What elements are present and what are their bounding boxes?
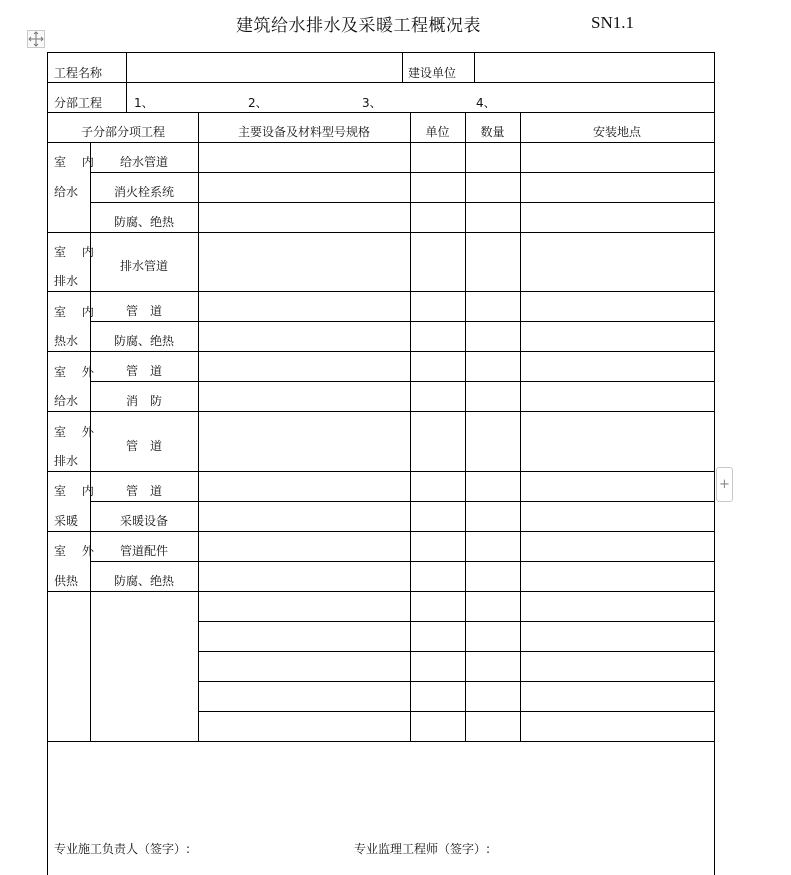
group-4-line2: 给水 [54,394,79,408]
group-2-line1: 室 内 [54,245,100,259]
division-slot-3[interactable]: 3、 [362,96,382,110]
division-label: 分部工程 [54,96,103,110]
division-slot-1[interactable]: 1、 [134,96,154,110]
group-3-line1: 室 内 [54,305,100,319]
header-location: 安装地点 [592,125,641,139]
item-heating-pipe: 管 道 [125,484,162,498]
group-7-line1: 室 外 [54,544,100,558]
construction-unit-label: 建设单位 [408,66,457,80]
item-heating-equipment: 采暖设备 [119,514,168,528]
division-slot-2[interactable]: 2、 [248,96,268,110]
item-hydrant-system: 消火栓系统 [113,185,174,199]
summary-table [47,52,715,875]
group-7-line2: 供热 [54,574,79,588]
contractor-signature-label: 专业施工负责人（签字）: [54,842,191,856]
supervisor-signature-label: 专业监理工程师（签字）: [354,842,491,856]
header-quantity: 数量 [480,125,505,139]
group-6-line1: 室 内 [54,484,100,498]
item-heat-supply-insulation: 防腐、绝热 [113,574,174,588]
group-5-line1: 室 外 [54,425,100,439]
move-icon [28,31,44,47]
item-pipe-fittings: 管道配件 [119,544,168,558]
group-1-line1: 室 内 [54,155,100,169]
page-title: 建筑给水排水及采暖工程概况表 [236,16,481,36]
group-6-line2: 采暖 [54,514,79,528]
item-drainage-pipe: 排水管道 [119,259,168,273]
group-1-line2: 给水 [54,185,79,199]
item-fire-protection: 消 防 [125,394,162,408]
group-3-line2: 热水 [54,334,79,348]
header-sub-division: 子分部分项工程 [80,125,165,139]
item-outdoor-drainage-pipe: 管 道 [125,439,162,453]
header-unit: 单位 [425,125,450,139]
item-water-supply-pipe: 给水管道 [119,155,168,169]
item-anticorrosion-insulation: 防腐、绝热 [113,215,174,229]
division-slot-4[interactable]: 4、 [476,96,496,110]
group-4-line1: 室 外 [54,365,100,379]
item-hot-water-insulation: 防腐、绝热 [113,334,174,348]
project-name-label: 工程名称 [54,66,103,80]
header-equipment: 主要设备及材料型号规格 [237,125,370,139]
item-hot-water-pipe: 管 道 [125,304,162,318]
group-5-line2: 排水 [54,454,79,468]
item-outdoor-supply-pipe: 管 道 [125,364,162,378]
add-column-icon[interactable]: + [716,467,733,502]
form-code: SN1.1 [591,13,634,32]
table-move-handle[interactable] [27,30,45,48]
group-2-line2: 排水 [54,274,79,288]
